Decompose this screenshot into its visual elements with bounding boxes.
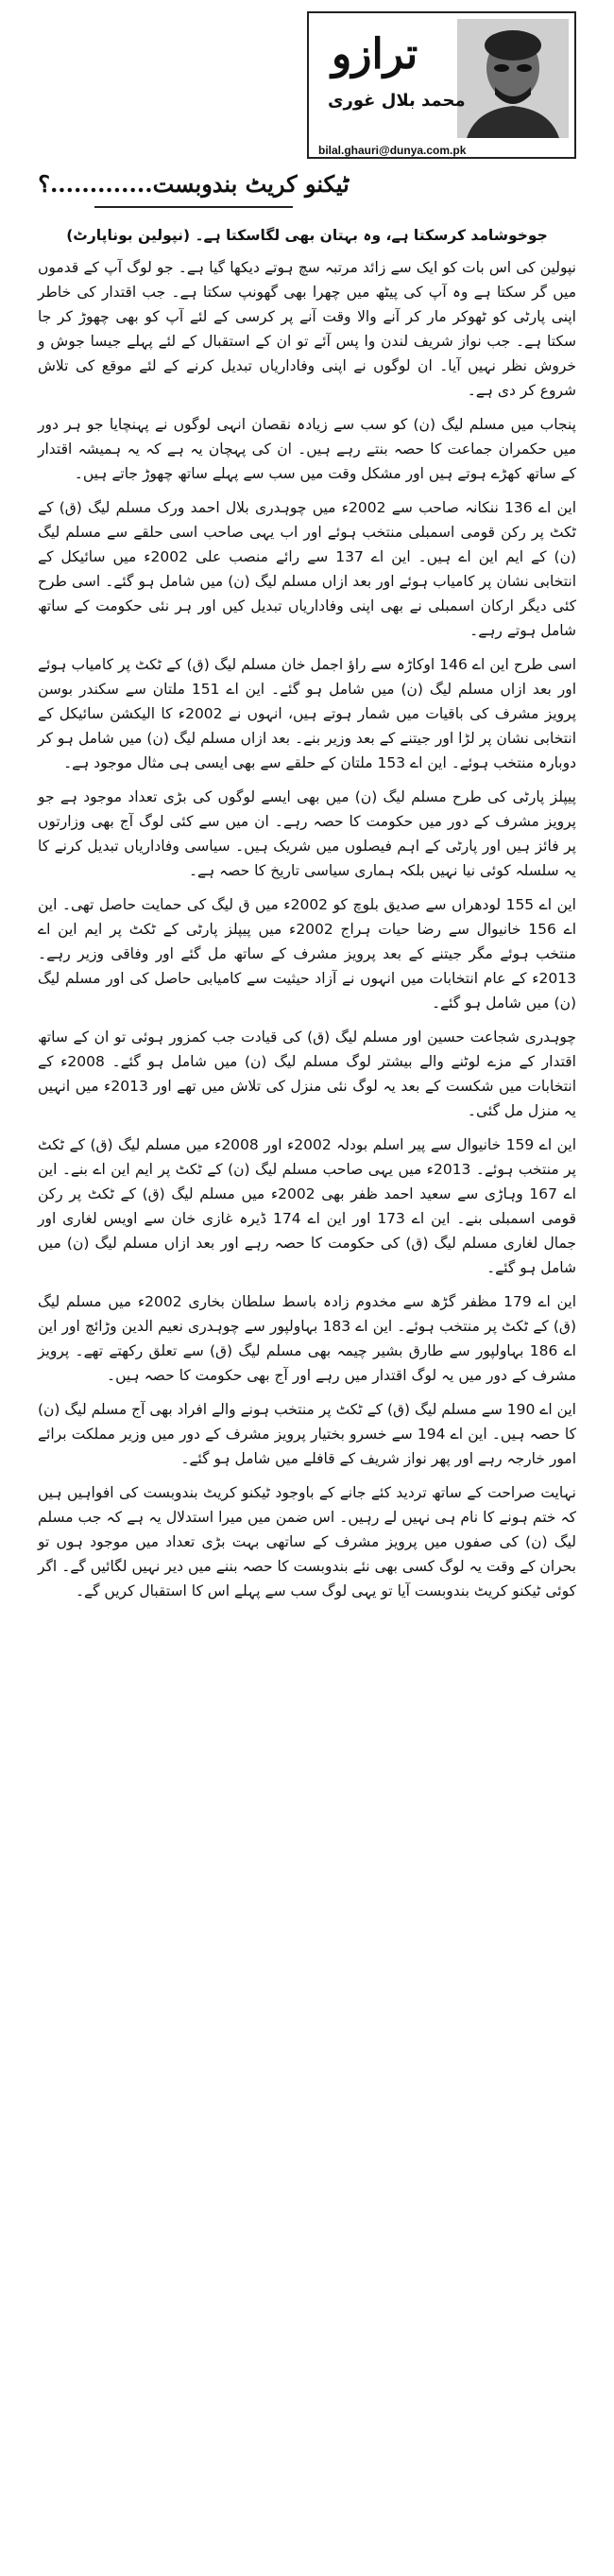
article-paragraph: اسی طرح این اے 146 اوکاڑہ سے راؤ اجمل خان مسلم لیگ (ق) کے ٹکٹ پر کامیاب ہوئے اور بعد ازاں مسلم لیگ (ن) میں شامل ہو گئے۔ این اے 151 ملتان سے سکندر بوسن پرویز مشرف کی باقیات میں شمار ہوتے ہیں، انہوں نے 2002ء کا الیکشن سائیکل کے انتخابی نشان پر لڑا اور جیتنے کے بعد وزیر بنے۔ بعد ازاں مسلم لیگ (ن) میں شامل ہو کر دوبارہ منتخب ہوئے۔ این اے 153 ملتان کے حلقے سے بھی ایسی ہی مثال موجود ہے۔ [38,656,577,771]
article-paragraph: نپولین کی اس بات کو ایک سے زائد مرتبہ سچ ہوتے دیکھا گیا ہے۔ جو لوگ آپ کے قدموں میں گر سکتا ہے وہ آپ کی پیٹھ میں چھرا بھی گھونپ سکتا ہے۔ جب اقتدار کی خاطر اپنی پارٹی کو ٹھوکر مار کر آنے والا وقت آنے پر کرسی کے لئے آپ کو بھی چھوڑ کر جا سکتا ہے۔ جب نواز شریف لندن وا پس آئے تو ان کے استقبال کے لئے پہلے جیسا جوش و خروش نظر نہیں آیا۔ ان لوگوں نے اپنی وفاداریاں تبدیل کرنے کے لئے موقع کی تلاش شروع کر دی ہے۔ [38,259,576,399]
article-paragraph: پنجاب میں مسلم لیگ (ن) کو سب سے زیادہ نقصان انہی لوگوں نے پہنچایا جو ہر دور میں حکمران جماعت کا حصہ بنتے رہے ہیں۔ ان کی پہچان یہ ہے کہ یہ ہمیشہ اقتدار کے ساتھ کھڑے ہوتے ہیں اور مشکل وقت میں سب سے پہلے ساتھ چھوڑ جاتے ہیں۔ [38,416,576,482]
article-paragraph: چوہدری شجاعت حسین اور مسلم لیگ (ق) کی قیادت جب کمزور ہوئی تو ان کے ساتھ اقتدار کے مزے لوٹنے والے بیشتر لوگ مسلم لیگ (ن) میں شامل ہو گئے۔ 2008ء کے انتخابات میں شکست کے بعد یہ لوگ نئی منزل کی تلاش میں تھے اور 2013ء میں انہیں یہ منزل مل گئی۔ [38,1029,576,1119]
article-paragraph: این اے 155 لودھراں سے صدیق بلوچ کو 2002ء میں ق لیگ کی حمایت حاصل تھی۔ این اے 156 خانیوال سے رضا حیات ہراج 2002ء میں پیپلز پارٹی کے ٹکٹ پر ایم این اے منتخب ہوئے مگر جیتنے کے بعد پرویز مشرف کے ساتھ مل گئے اور وفاقی وزیر رہے۔ 2013ء کے عام انتخابات میں انہوں نے آزاد حیثیت سے کامیابی حاصل کی اور مسلم لیگ (ن) میں شامل ہو گئے۔ [38,896,577,1011]
article-paragraph: این اے 190 سے مسلم لیگ (ق) کے ٹکٹ پر منتخب ہونے والے افراد بھی آج مسلم لیگ (ن) کا حصہ ہیں۔ این اے 194 سے خسرو بختیار پرویز مشرف کے دور میں وزیر مملکت برائے امور خارجہ رہے اور پھر نواز شریف کے قافلے میں شامل ہو گئے۔ [37,1401,576,1467]
article-paragraph: نہایت صراحت کے ساتھ تردید کئے جانے کے باوجود ٹیکنو کریٹ بندوبست کی افواہیں ہیں کہ ختم ہونے کا نام ہی نہیں لے رہیں۔ اس ضمن میں میرا استدلال یہ ہے کہ جب مسلم لیگ (ن) کی صفوں میں پرویز مشرف کے ساتھی بہت بڑی تعداد میں موجود ہوں تو بحران کے وقت یہ لوگ کسی بھی نئے بندوبست کا حصہ بننے میں دیر نہیں لگائیں گے۔ اگر کوئی ٹیکنو کریٹ بندوبست آیا تو یہی لوگ سب سے پہلے اس کا استقبال کریں گے۔ [38,1484,576,1599]
author-email[interactable]: bilal.ghauri@dunya.com.pk [318,144,467,157]
article-paragraph: جوخوشامد کرسکتا ہے، وہ بہتان بھی لگاسکتا ہے۔ (نپولین بوناپارٹ) [66,227,548,244]
title-underline [94,206,293,208]
column-brand: ترازو [332,30,418,78]
author-name: محمد بلال غوری [328,91,466,111]
article-paragraph: این اے 179 مظفر گڑھ سے مخدوم زادہ باسط سلطان بخاری 2002ء میں مسلم لیگ (ق) کے ٹکٹ پر منتخب ہوئے۔ این اے 183 بہاولپور سے چوہدری نعیم الدین وڑائچ اور این اے 186 بہاولپور سے طارق بشیر چیمہ بھی مسلم لیگ (ق) سے تعلق رکھتے تھے۔ پرویز مشرف کے دور میں یہ لوگ اقتدار میں رہے اور آج بھی حکومت کا حصہ ہیں۔ [38,1293,577,1384]
column-header [38,11,576,198]
author-photo [457,19,569,138]
author-photo-image [457,19,569,138]
column-logo-box [307,11,576,159]
article-paragraph: این اے 159 خانیوال سے پیر اسلم بودلہ 2002ء اور 2008ء میں مسلم لیگ (ق) کے ٹکٹ پر منتخب ہوئے۔ 2013ء میں یہی صاحب مسلم لیگ (ن) کے ٹکٹ پر ایم این اے بنے۔ این اے 167 وہاڑی سے سعید احمد ظفر بھی 2002ء میں مسلم لیگ (ق) کے ٹکٹ پر رکن قومی اسمبلی بنے۔ این اے 173 اور این اے 174 ڈیرہ غازی خان سے اویس لغاری اور جمال لغاری مسلم لیگ (ق) کی حکومت کا حصہ رہے اور بعد ازاں مسلم لیگ (ن) میں شامل ہو گئے۔ [38,1136,576,1276]
article-body [38,223,576,1603]
article-paragraph: این اے 136 ننکانہ صاحب سے 2002ء میں چوہدری بلال احمد ورک مسلم لیگ (ق) کے ٹکٹ پر رکن قومی اسمبلی منتخب ہوئے اور اب یہی صاحب اسی حلقے سے مسلم لیگ (ن) کے ایم این اے ہیں۔ این اے 137 سے رائے منصب علی 2002ء میں سائیکل کے انتخابی نشان پر کامیاب ہوئے اور بعد ازاں مسلم لیگ (ن) میں شامل ہو گئے۔ اسی طرح کئی دیگر ارکان اسمبلی نے بھی اپنی وفاداریاں تبدیل کیں اور ہر نئی حکومت کے ساتھ شامل ہوتے رہے۔ [38,499,576,639]
article-paragraph: پیپلز پارٹی کی طرح مسلم لیگ (ن) میں بھی ایسے لوگوں کی بڑی تعداد موجود ہے جو پرویز مشرف کے دور میں حکومت کا حصہ رہے۔ ان میں سے کئی لوگ آج بھی وزارتوں پر فائز ہیں اور پارٹی کے اہم فیصلوں میں شریک ہیں۔ سیاسی وفاداریاں تبدیل کرنے کا یہ سلسلہ کوئی نیا نہیں بلکہ ہماری سیاسی تاریخ کا حصہ ہے۔ [38,788,576,879]
article-title: ٹیکنو کریٹ بندوبست.............؟ [38,170,350,198]
